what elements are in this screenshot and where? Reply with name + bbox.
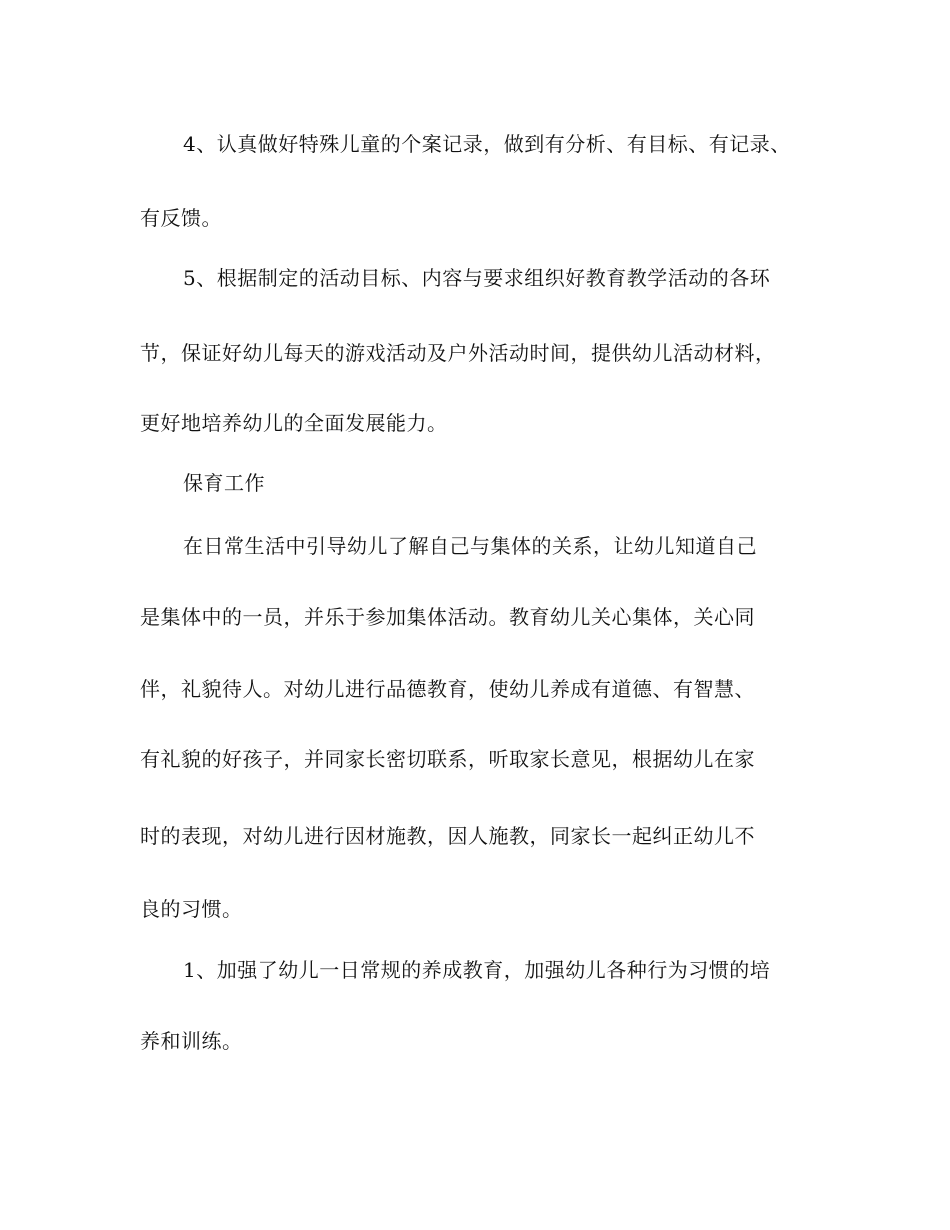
paragraph-line: 有礼貌的好孩子，并同家长密切联系，听取家长意见，根据幼儿在家 [140, 747, 755, 771]
paragraph-line: 5、根据制定的活动目标、内容与要求组织好教育教学活动的各环 [183, 266, 771, 290]
paragraph-line: 伴，礼貌待人。对幼儿进行品德教育，使幼儿养成有道德、有智慧、 [140, 677, 755, 701]
paragraph-line: 是集体中的一员，并乐于参加集体活动。教育幼儿关心集体，关心同 [140, 605, 755, 629]
paragraph-line: 在日常生活中引导幼儿了解自己与集体的关系，让幼儿知道自己 [183, 534, 757, 558]
paragraph-line: 节，保证好幼儿每天的游戏活动及户外活动时间，提供幼儿活动材料， [140, 341, 776, 365]
paragraph-line: 更好地培养幼儿的全面发展能力。 [140, 411, 448, 435]
paragraph-line: 良的习惯。 [140, 897, 243, 921]
paragraph-line: 4、认真做好特殊儿童的个案记录，做到有分析、有目标、有记录、 [183, 132, 791, 156]
paragraph-line: 有反馈。 [140, 206, 222, 230]
section-heading: 保育工作 [183, 471, 265, 495]
paragraph-line: 1、加强了幼儿一日常规的养成教育，加强幼儿各种行为习惯的培 [183, 958, 771, 982]
paragraph-line: 时的表现，对幼儿进行因材施教，因人施教，同家长一起纠正幼儿不 [140, 824, 755, 848]
paragraph-line: 养和训练。 [140, 1029, 243, 1053]
